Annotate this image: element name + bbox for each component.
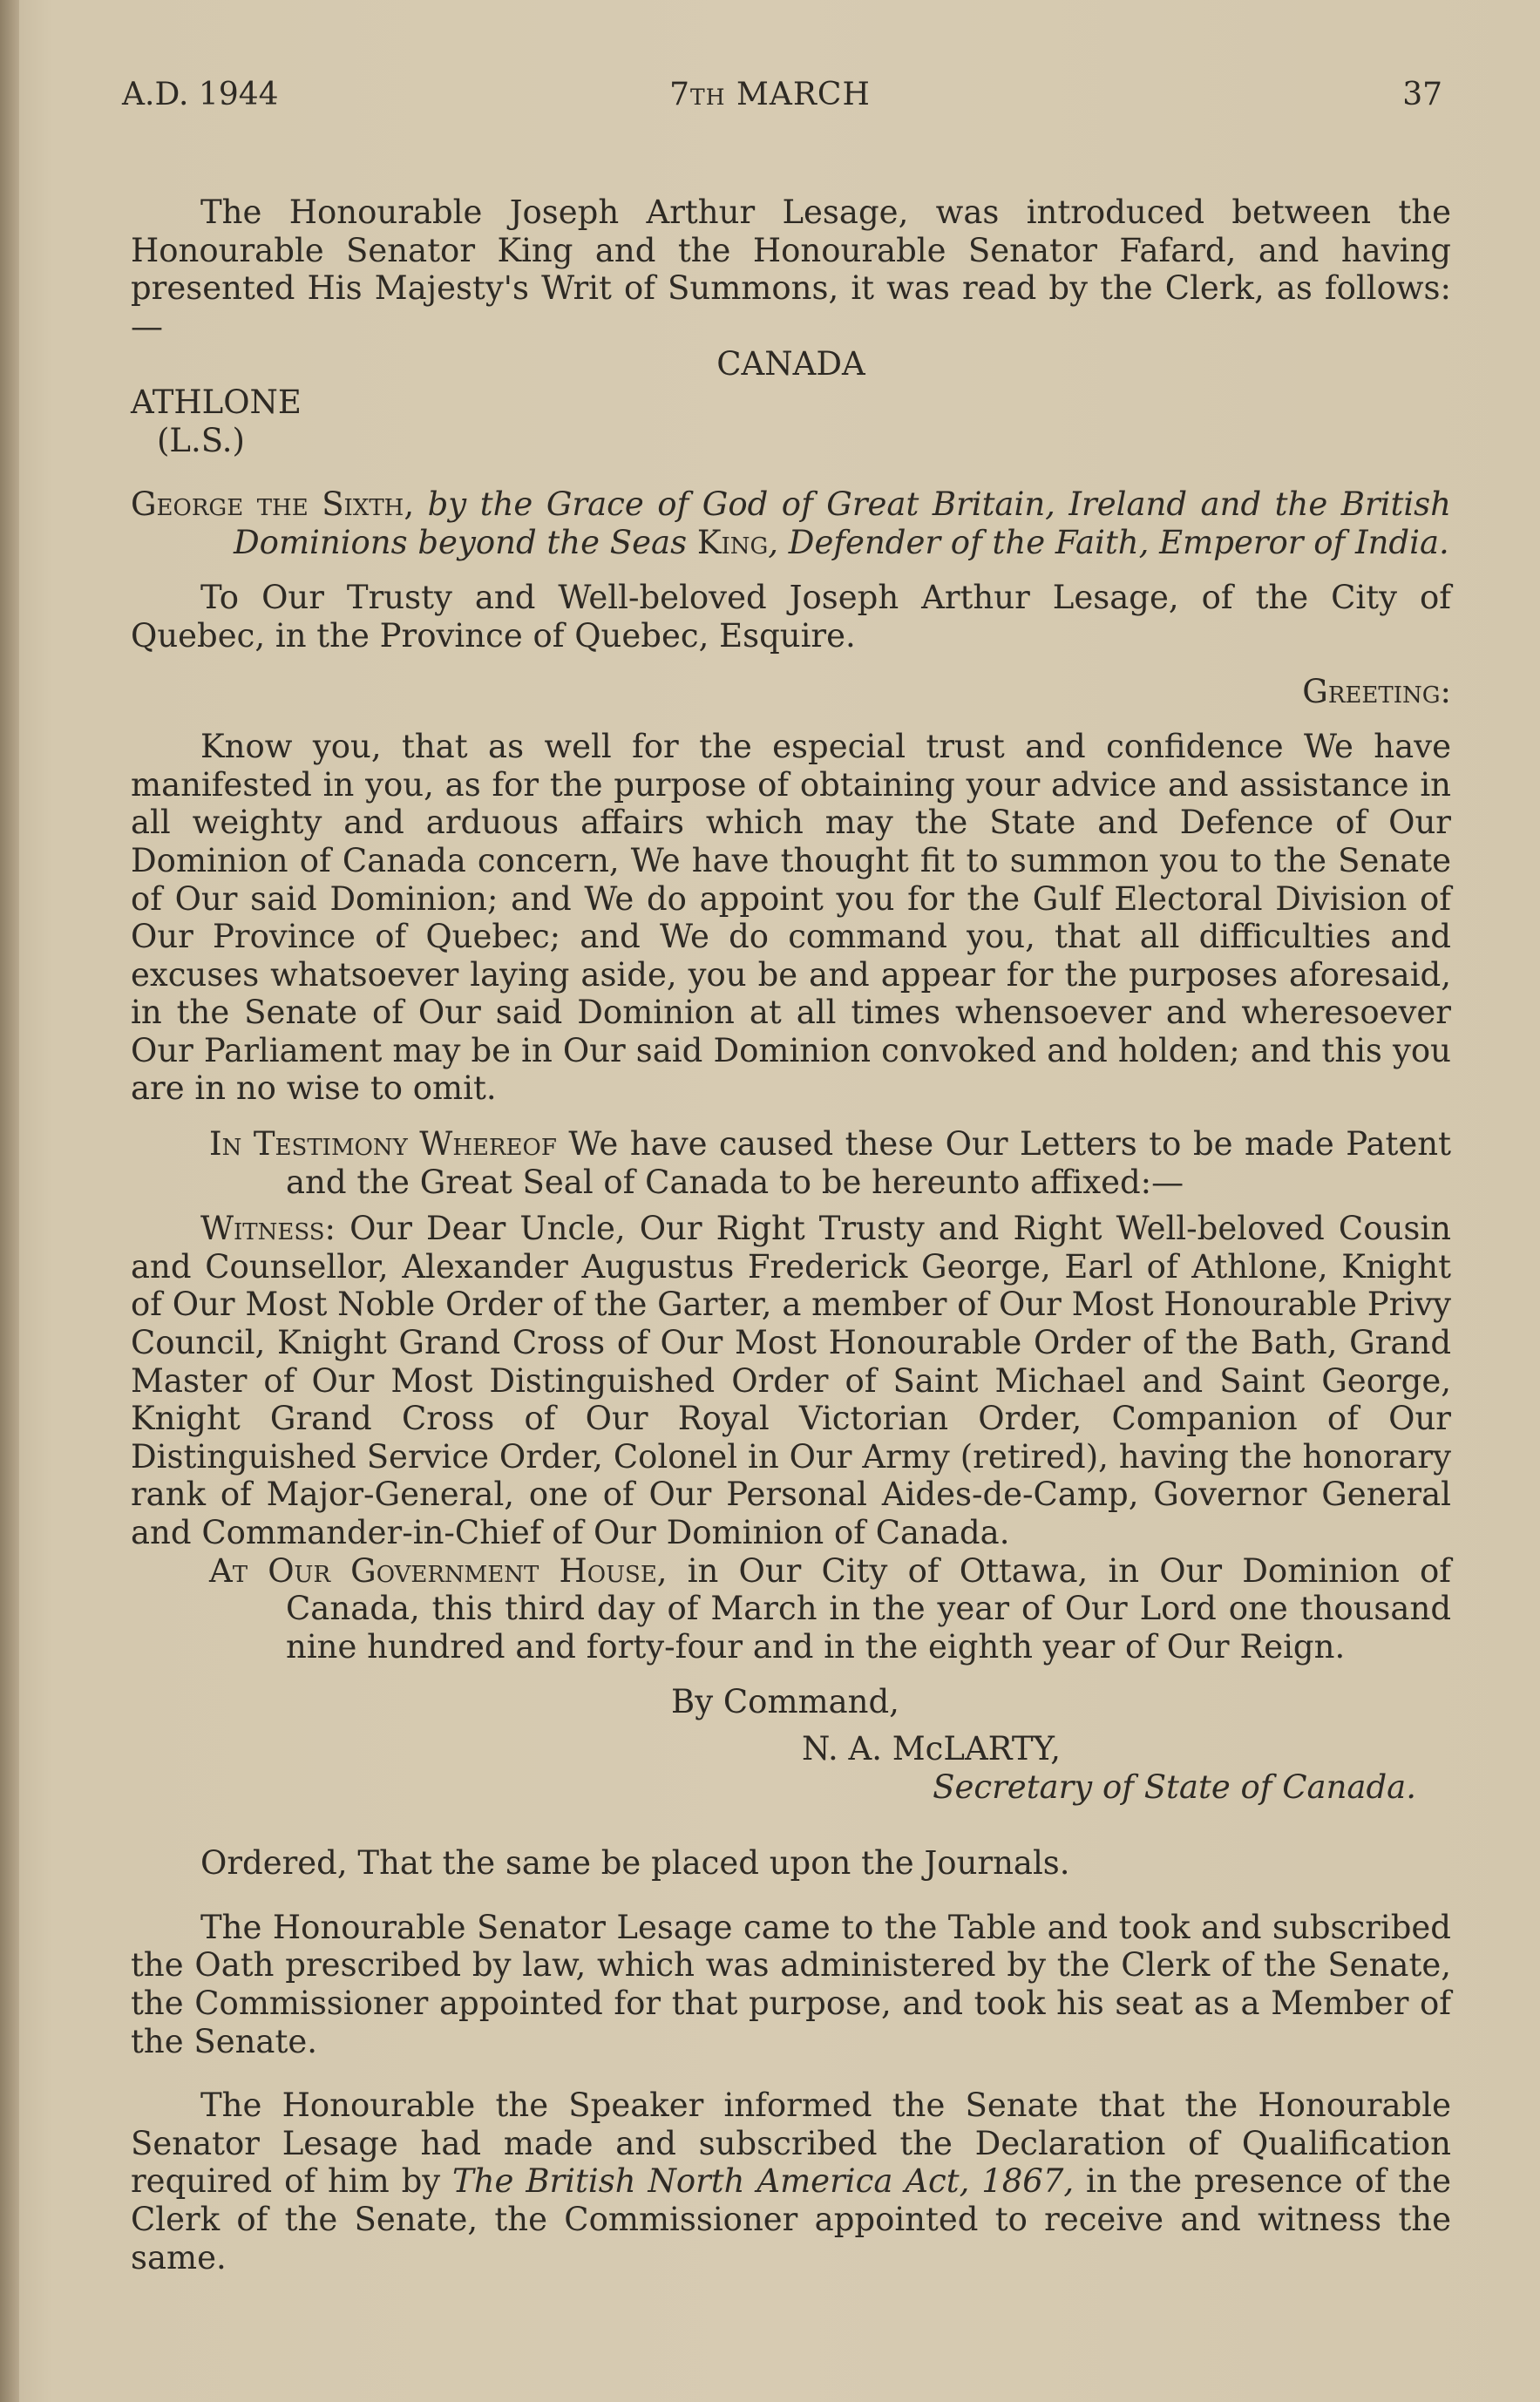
signatory-name: N. A. McLARTY, <box>802 1729 1061 1768</box>
royal-style-paragraph <box>131 485 1451 561</box>
testimony-caps: In Testimony Whereof <box>209 1125 557 1164</box>
summons-paragraph: Know you, that as well for the especial trust and confidence We have manifested in you, as for the purpose of obtaining your advice and assistance in all weighty and arduous affairs which may the State and Defence of Our Dominion of Canada concern, We have thought fit to summon you to the Senate of Our said Dominion; and We do appoint you for the Gulf Electoral Division of Our Province of Quebec; and We do command you, that all difficulties and excuses whatsoever laying aside, you be and appear for the purposes aforesaid, in the Senate of Our said Dominion at all times whensoever and wheresoever Our Parliament may be in Our said Dominion convoked and holden; and this you are in no wise to omit. <box>131 728 1451 1108</box>
royal-title-king: King <box>696 523 769 561</box>
act-title: The British North America Act, 1867, <box>452 2162 1075 2201</box>
canada-heading: CANADA <box>716 345 865 383</box>
speaker-text-b: in the presence of the Clerk of the Senate, the Commissioner appointed to receive and witness the same. <box>131 2162 1451 2276</box>
trusty-paragraph: To Our Trusty and Well-beloved Joseph Arthur Lesage, of the City of Quebec, in the Province of Quebec, Esquire. <box>131 579 1451 655</box>
signatory-title <box>131 1768 1451 1807</box>
witness-text: Our Dear Uncle, Our Right Trusty and Right Well-beloved Cousin and Counsellor, Alexander Augustus Frederick George, Earl of Athlone, Knight of Our Most Noble Order of the Garter, a member of Our Most Honourable Privy Council, Knight Grand Cross of Our Most Honourable Order of the Bath, Grand Master of Our Most Distinguished Order of Saint Michael and Saint George, Knight Grand Cross of Our Royal Victorian Order, Companion of Our Distinguished Service Order, Colonel in Our Army (retired), having the honorary rank of Major-General, one of Our Personal Aides-de-Camp, Governor General and Commander-in-Chief of Our Dominion of Canada. <box>131 1210 1451 1551</box>
page-body <box>131 193 1451 2276</box>
royal-title-part2: , Defender of the Faith, Emperor of India. <box>768 523 1449 561</box>
greeting: Greeting: <box>1302 672 1451 710</box>
speaker-text-a: The Honourable the Speaker informed the Senate that the Honourable Senator Lesage had made and subscribed the Declaration of Qualification required of him by <box>131 2086 1451 2201</box>
royal-name: George the Sixth, <box>131 485 415 524</box>
government-house-caps: At Our Government House, <box>209 1551 668 1590</box>
page-binding-edge <box>0 0 19 2402</box>
intro-paragraph: The Honourable Joseph Arthur Lesage, was introduced between the Honourable Senator King and the Honourable Senator Fafard, and having presented His Majesty's Writ of Summons, it was read by the Clerk, as follows:— <box>131 193 1451 345</box>
by-command: By Command, <box>671 1683 899 1721</box>
header-day: 7 <box>669 77 691 112</box>
running-header <box>0 77 1540 129</box>
ordered-paragraph: Ordered, That the same be placed upon the Journals. <box>200 1844 1070 1883</box>
header-month: MARCH <box>725 77 871 112</box>
signatory-title-text: Secretary of State of Canada. <box>933 1768 1416 1806</box>
royal-title-part1: by the Grace of God of Great Britain, Ireland and the British Dominions beyond the Seas <box>234 485 1451 561</box>
page-number: 37 <box>1402 77 1442 112</box>
speaker-paragraph <box>131 2086 1451 2276</box>
oath-paragraph: The Honourable Senator Lesage came to the Table and took and subscribed the Oath prescribed by law, which was administered by the Clerk of the Senate, the Commissioner appointed for that purpose, and took his seat as a Member of the Senate. <box>131 1908 1451 2060</box>
athlone-signature: ATHLONE <box>131 383 302 421</box>
testimony-text: We have caused these Our Letters to be made Patent and the Great Seal of Canada to be hereunto affixed:— <box>286 1125 1452 1201</box>
header-date <box>0 77 1540 112</box>
government-house-text: in Our City of Ottawa, in Our Dominion of Canada, this third day of March in the year of Our Lord one thousand nine hundred and forty-four and in the eighth year of Our Reign. <box>286 1551 1452 1666</box>
government-house-paragraph <box>209 1552 1451 1666</box>
testimony-paragraph <box>209 1125 1451 1201</box>
witness-caps: Witness: <box>200 1210 336 1248</box>
header-day-suffix: th <box>690 77 726 112</box>
witness-paragraph <box>131 1210 1451 1551</box>
seal-mark: (L.S.) <box>157 421 245 459</box>
header-year: A.D. 1944 <box>122 77 279 112</box>
